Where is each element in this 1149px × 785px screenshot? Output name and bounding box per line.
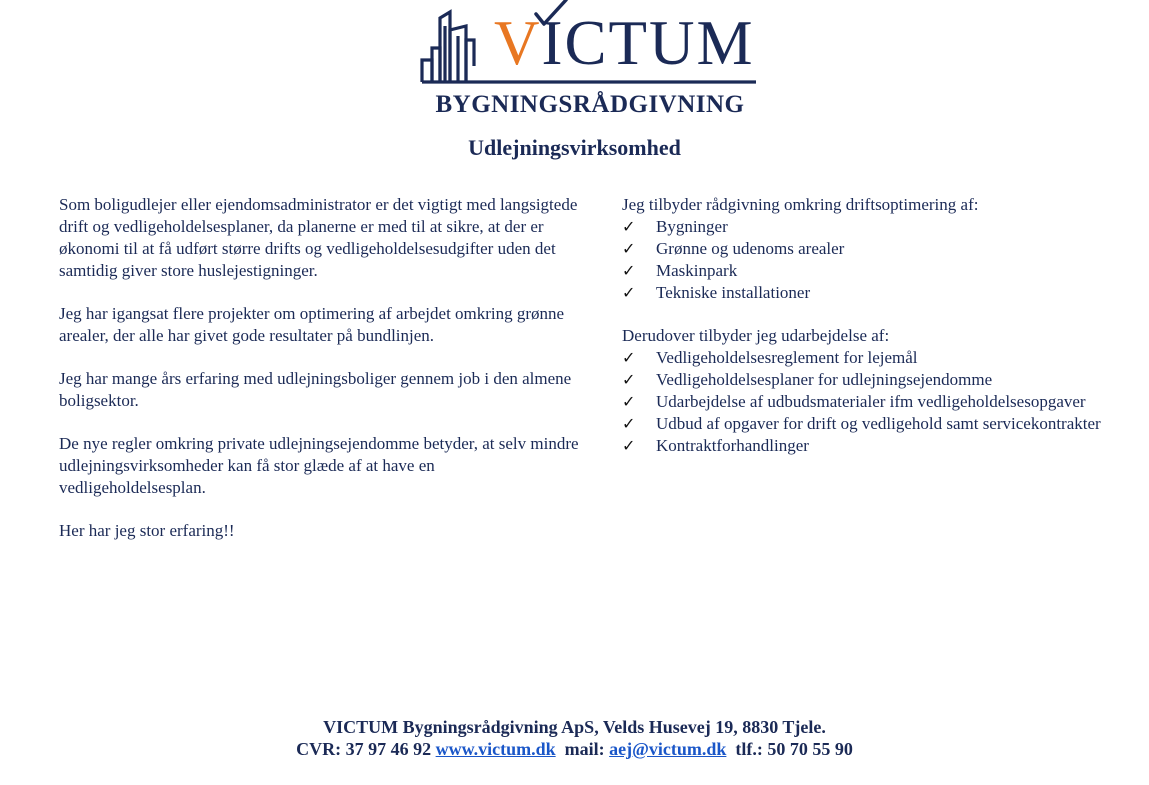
left-column [59,194,579,563]
checkmark-icon: ✓ [622,217,636,236]
paragraph: Jeg har mange års erfaring med udlejningsboliger gennem job i den almene boligsektor. [59,369,572,410]
services-list [622,216,1142,304]
footer-contact [0,738,1149,760]
paragraph: Som boligudlejer eller ejendomsadministrator er det vigtigt med langsigtede drift og vedligeholdelsesplaner, da planerne er med til at sikre, at der er økonomi til at få udført større drifts og vedligeholdelsesudgifter uden det samtidig giver store huslejestigninger. [59,195,578,280]
list-item: ✓ Vedligeholdelsesreglement for lejemål [622,348,918,367]
list-item: ✓ Maskinpark [622,261,738,280]
logo-wordmark-v: V [494,8,542,78]
website-link[interactable]: www.victum.dk [435,739,556,759]
list-item: ✓ Udarbejdelse af udbudsmaterialer ifm vedligeholdelsesopgaver [622,392,1086,411]
checkmark-icon: ✓ [622,436,636,455]
logo-wordmark-rest: ICTUM [541,8,755,78]
list-item: ✓ Vedligeholdelsesplaner for udlejningsejendomme [622,370,993,389]
services-intro: Jeg tilbyder rådgivning omkring driftsoptimering af: [622,195,979,214]
list-item: ✓ Bygninger [622,217,728,236]
mail-label: mail: [564,739,605,759]
paragraph: Jeg har igangsat flere projekter om optimering af arbejdet omkring grønne arealer, der alle har givet gode resultater på bundlinjen. [59,304,565,345]
footer-cvr: CVR: 37 97 46 92 [296,739,432,759]
logo-subtitle: BYGNINGSRÅDGIVNING [435,91,745,118]
list-item: ✓ Grønne og udenoms arealer [622,239,845,258]
paragraph: De nye regler omkring private udlejningsejendomme betyder, at selv mindre udlejningsvirksomheder kan få stor glæde af at have en vedligeholdelsesplan. [59,434,579,497]
checkmark-icon: ✓ [622,392,636,411]
additional-services-list [622,347,1142,457]
footer [0,716,1149,760]
checkmark-icon: ✓ [622,348,636,367]
email-link[interactable]: aej@victum.dk [609,739,727,759]
logo-wordmark [494,8,755,78]
page-title: Udlejningsvirksomhed [468,135,681,160]
checkmark-icon: ✓ [622,370,636,389]
list-item: ✓ Udbud af opgaver for drift og vedligehold samt servicekontrakter [622,414,1101,433]
checkmark-icon: ✓ [622,261,636,280]
checkmark-icon: ✓ [622,414,636,433]
right-column [622,194,1142,478]
additional-services-intro: Derudover tilbyder jeg udarbejdelse af: [622,326,890,345]
paragraph: Her har jeg stor erfaring!! [59,521,235,540]
checkmark-icon: ✓ [622,239,636,258]
checkmark-icon: ✓ [622,283,636,302]
list-item: ✓ Kontraktforhandlinger [622,436,809,455]
footer-address: VICTUM Bygningsrådgivning ApS, Velds Husevej 19, 8830 Tjele. [323,717,826,737]
footer-phone: tlf.: 50 70 55 90 [735,739,853,759]
list-item: ✓ Tekniske installationer [622,283,811,302]
